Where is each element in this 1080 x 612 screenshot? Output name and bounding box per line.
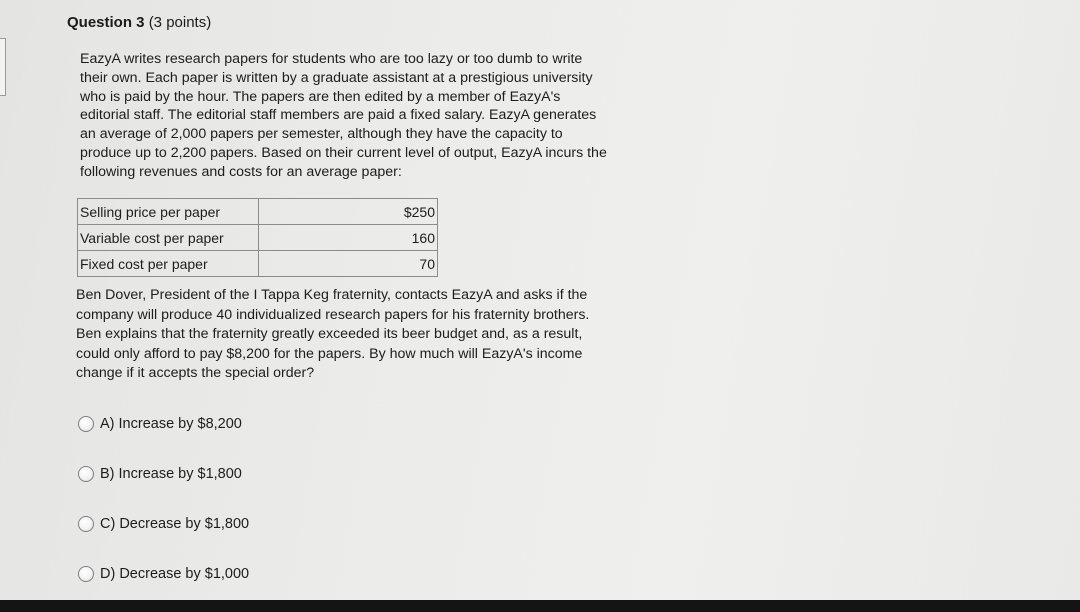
order-line: could only afford to pay $8,200 for the papers. By how much will EazyA's income — [76, 345, 583, 362]
answer-option-a[interactable] — [78, 416, 242, 432]
row-label: Fixed cost per paper — [78, 251, 259, 277]
option-label[interactable]: B) Increase by $1,800 — [100, 466, 242, 482]
passage-line: following revenues and costs for an average paper: — [80, 163, 402, 180]
cost-table — [77, 198, 438, 277]
row-label: Selling price per paper — [78, 199, 259, 225]
question-number: Question 3 — [67, 14, 145, 31]
order-line: Ben Dover, President of the I Tappa Keg fraternity, contacts EazyA and asks if the — [76, 287, 588, 303]
radio-button[interactable] — [78, 566, 94, 582]
option-label[interactable]: A) Increase by $8,200 — [100, 416, 242, 432]
answer-option-d[interactable] — [78, 566, 249, 582]
question-heading — [67, 14, 211, 31]
passage-line: produce up to 2,200 papers. Based on their current level of output, EazyA incurs the — [80, 144, 607, 161]
table-row — [78, 225, 438, 251]
row-value: 160 — [259, 225, 438, 251]
answer-option-b[interactable] — [78, 466, 242, 482]
order-line: change if it accepts the special order? — [76, 365, 315, 381]
question-passage — [80, 50, 700, 182]
question-points: (3 points) — [148, 14, 212, 31]
row-value: $250 — [259, 199, 438, 225]
table-row — [78, 251, 438, 277]
option-label[interactable]: C) Decrease by $1,800 — [100, 516, 250, 532]
passage-line: EazyA writes research papers for students who are too lazy or too dumb to write — [80, 51, 583, 67]
passage-line: editorial staff. The editorial staff members are paid a fixed salary. EazyA generates — [80, 107, 597, 124]
previous-panel-edge[interactable] — [0, 38, 6, 96]
radio-button[interactable] — [78, 516, 94, 532]
monitor-bezel — [0, 600, 1080, 612]
special-order-text — [76, 286, 696, 384]
radio-button[interactable] — [78, 466, 94, 482]
passage-line: who is paid by the hour. The papers are then edited by a member of EazyA's — [80, 88, 561, 105]
passage-line: an average of 2,000 papers per semester, although they have the capacity to — [80, 126, 563, 143]
order-line: company will produce 40 individualized research papers for his fraternity brothers. — [76, 306, 590, 323]
order-line: Ben explains that the fraternity greatly exceeded its beer budget and, as a result, — [76, 326, 583, 342]
row-label: Variable cost per paper — [78, 225, 259, 251]
table-row — [78, 199, 438, 225]
option-label[interactable]: D) Decrease by $1,000 — [100, 566, 250, 582]
radio-button[interactable] — [78, 416, 94, 432]
answer-option-c[interactable] — [78, 516, 249, 532]
row-value: 70 — [259, 251, 438, 277]
passage-line: their own. Each paper is written by a graduate assistant at a prestigious university — [80, 69, 593, 86]
